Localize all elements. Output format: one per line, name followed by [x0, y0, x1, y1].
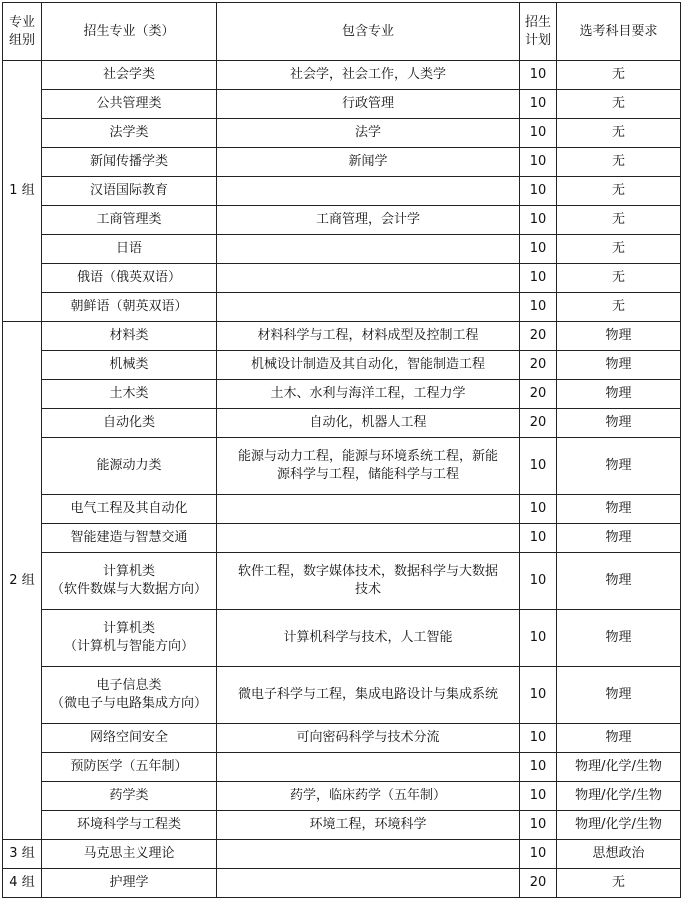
include-cell: 自动化，机器人工程 [217, 409, 520, 438]
requirement-cell: 无 [557, 177, 681, 206]
requirement-cell: 无 [557, 90, 681, 119]
requirement-cell: 物理 [557, 438, 681, 495]
requirement-cell: 物理 [557, 524, 681, 553]
major-cell: 计算机类 （计算机与智能方向） [42, 610, 217, 667]
plan-cell: 10 [520, 264, 557, 293]
major-cell: 自动化类 [42, 409, 217, 438]
major-cell: 朝鲜语（朝英双语） [42, 293, 217, 322]
table-row [3, 753, 681, 782]
major-cell: 工商管理类 [42, 206, 217, 235]
include-cell: 材料科学与工程，材料成型及控制工程 [217, 322, 520, 351]
plan-cell: 10 [520, 119, 557, 148]
table-row [3, 351, 681, 380]
major-cell: 药学类 [42, 782, 217, 811]
header-group: 专业 组别 [3, 3, 42, 61]
plan-cell: 10 [520, 235, 557, 264]
requirement-cell: 无 [557, 293, 681, 322]
major-cell: 机械类 [42, 351, 217, 380]
plan-cell: 20 [520, 322, 557, 351]
major-cell: 马克思主义理论 [42, 840, 217, 869]
table-row [3, 61, 681, 90]
include-cell: 药学，临床药学（五年制） [217, 782, 520, 811]
major-cell: 预防医学（五年制） [42, 753, 217, 782]
plan-cell: 10 [520, 206, 557, 235]
major-cell: 法学类 [42, 119, 217, 148]
include-cell: 法学 [217, 119, 520, 148]
plan-cell: 10 [520, 811, 557, 840]
table-row [3, 119, 681, 148]
table-row [3, 322, 681, 351]
major-cell: 电子信息类 （微电子与电路集成方向） [42, 667, 217, 724]
plan-cell: 10 [520, 840, 557, 869]
plan-cell: 10 [520, 667, 557, 724]
requirement-cell: 物理 [557, 322, 681, 351]
plan-cell: 10 [520, 610, 557, 667]
major-cell: 公共管理类 [42, 90, 217, 119]
include-cell: 社会学，社会工作，人类学 [217, 61, 520, 90]
major-cell: 日语 [42, 235, 217, 264]
requirement-cell: 无 [557, 869, 681, 898]
requirement-cell: 思想政治 [557, 840, 681, 869]
requirement-cell: 物理 [557, 610, 681, 667]
major-cell: 土木类 [42, 380, 217, 409]
major-cell: 电气工程及其自动化 [42, 495, 217, 524]
table-row [3, 782, 681, 811]
major-cell: 能源动力类 [42, 438, 217, 495]
requirement-cell: 物理/化学/生物 [557, 782, 681, 811]
table-row [3, 610, 681, 667]
table-row [3, 177, 681, 206]
group-label: 2 组 [3, 322, 42, 840]
include-cell [217, 235, 520, 264]
major-cell: 网络空间安全 [42, 724, 217, 753]
requirement-cell: 物理 [557, 495, 681, 524]
requirement-cell: 物理/化学/生物 [557, 753, 681, 782]
major-cell: 俄语（俄英双语） [42, 264, 217, 293]
table-row [3, 840, 681, 869]
plan-cell: 10 [520, 148, 557, 177]
major-cell: 材料类 [42, 322, 217, 351]
requirement-cell: 物理/化学/生物 [557, 811, 681, 840]
plan-cell: 10 [520, 90, 557, 119]
header-requirement: 选考科目要求 [557, 3, 681, 61]
plan-cell: 20 [520, 351, 557, 380]
enrollment-table [2, 2, 681, 898]
table-row [3, 667, 681, 724]
table-row [3, 553, 681, 610]
table-row [3, 495, 681, 524]
header-plan: 招生 计划 [520, 3, 557, 61]
header-include: 包含专业 [217, 3, 520, 61]
table-row [3, 811, 681, 840]
include-cell: 新闻学 [217, 148, 520, 177]
requirement-cell: 无 [557, 264, 681, 293]
requirement-cell: 物理 [557, 351, 681, 380]
include-cell: 微电子科学与工程，集成电路设计与集成系统 [217, 667, 520, 724]
include-cell [217, 869, 520, 898]
include-cell: 可向密码科学与技术分流 [217, 724, 520, 753]
group-label: 3 组 [3, 840, 42, 869]
table-row [3, 524, 681, 553]
table-row [3, 293, 681, 322]
include-cell [217, 293, 520, 322]
table-row [3, 380, 681, 409]
requirement-cell: 物理 [557, 409, 681, 438]
requirement-cell: 物理 [557, 553, 681, 610]
include-cell: 机械设计制造及其自动化，智能制造工程 [217, 351, 520, 380]
include-cell: 环境工程，环境科学 [217, 811, 520, 840]
major-cell: 护理学 [42, 869, 217, 898]
include-cell: 土木、水利与海洋工程，工程力学 [217, 380, 520, 409]
plan-cell: 10 [520, 553, 557, 610]
plan-cell: 10 [520, 61, 557, 90]
include-cell [217, 840, 520, 869]
plan-cell: 10 [520, 753, 557, 782]
include-cell [217, 495, 520, 524]
include-cell [217, 524, 520, 553]
major-cell: 新闻传播学类 [42, 148, 217, 177]
include-cell [217, 264, 520, 293]
table-row [3, 409, 681, 438]
include-cell: 计算机科学与技术，人工智能 [217, 610, 520, 667]
requirement-cell: 无 [557, 61, 681, 90]
table-row [3, 869, 681, 898]
plan-cell: 10 [520, 724, 557, 753]
plan-cell: 20 [520, 869, 557, 898]
table-row [3, 206, 681, 235]
plan-cell: 20 [520, 409, 557, 438]
requirement-cell: 无 [557, 235, 681, 264]
plan-cell: 10 [520, 495, 557, 524]
plan-cell: 10 [520, 782, 557, 811]
include-cell: 软件工程，数字媒体技术，数据科学与大数据 技术 [217, 553, 520, 610]
plan-cell: 10 [520, 293, 557, 322]
header-row [3, 3, 681, 61]
include-cell: 工商管理，会计学 [217, 206, 520, 235]
plan-cell: 10 [520, 524, 557, 553]
group-label: 1 组 [3, 61, 42, 322]
group-label: 4 组 [3, 869, 42, 898]
include-cell: 行政管理 [217, 90, 520, 119]
table-row [3, 264, 681, 293]
plan-cell: 20 [520, 380, 557, 409]
requirement-cell: 物理 [557, 667, 681, 724]
table-row [3, 235, 681, 264]
major-cell: 计算机类 （软件数媒与大数据方向） [42, 553, 217, 610]
plan-cell: 10 [520, 438, 557, 495]
table-row [3, 90, 681, 119]
plan-cell: 10 [520, 177, 557, 206]
requirement-cell: 无 [557, 148, 681, 177]
requirement-cell: 无 [557, 119, 681, 148]
header-major: 招生专业（类） [42, 3, 217, 61]
major-cell: 社会学类 [42, 61, 217, 90]
requirement-cell: 物理 [557, 724, 681, 753]
table-row [3, 148, 681, 177]
include-cell [217, 177, 520, 206]
table-body [3, 61, 681, 898]
table-row [3, 438, 681, 495]
requirement-cell: 物理 [557, 380, 681, 409]
major-cell: 环境科学与工程类 [42, 811, 217, 840]
include-cell [217, 753, 520, 782]
table-row [3, 724, 681, 753]
requirement-cell: 无 [557, 206, 681, 235]
major-cell: 汉语国际教育 [42, 177, 217, 206]
major-cell: 智能建造与智慧交通 [42, 524, 217, 553]
include-cell: 能源与动力工程，能源与环境系统工程，新能 源科学与工程，储能科学与工程 [217, 438, 520, 495]
